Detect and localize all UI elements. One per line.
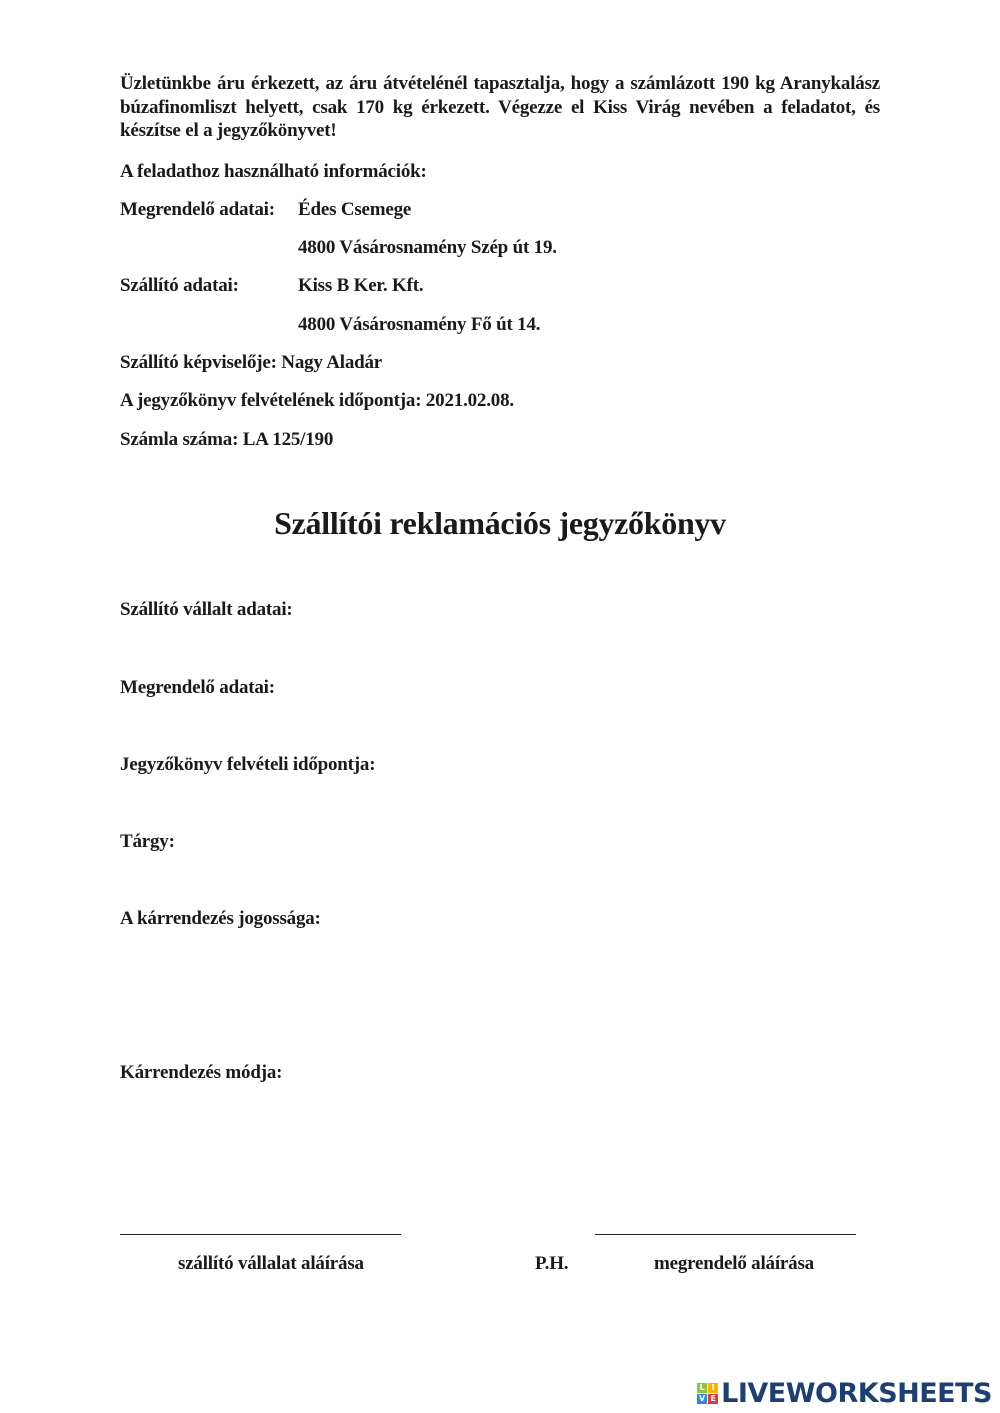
logo-cube: L	[697, 1383, 707, 1393]
logo-cubes-icon	[697, 1383, 718, 1404]
logo-cube: V	[699, 1394, 706, 1403]
task-description: Üzletünkbe áru érkezett, az áru átvételénél tapasztalja, hogy a számlázott 190 kg Aranykalász búzafinomliszt helyett, csak 170 kg érkezett. Végezze el Kiss Virág nevében a feladatot, és készítse el a jegyzőkönyvet!	[120, 73, 880, 142]
field-subject: Tárgy:	[120, 831, 175, 852]
invoice-number: Számla száma: LA 125/190	[120, 429, 334, 450]
logo-cube: E	[708, 1394, 718, 1404]
field-supplier: Szállító vállalt adatai:	[120, 599, 293, 620]
supplier-label: Szállító adatai:	[120, 275, 239, 296]
supplier-signature-label: szállító vállalat aláírása	[178, 1253, 364, 1274]
customer-signature-label: megrendelő aláírása	[654, 1253, 814, 1274]
customer-label: Megrendelő adatai:	[120, 199, 275, 220]
stamp-label: P.H.	[535, 1253, 569, 1274]
supplier-signature-line	[120, 1234, 401, 1235]
field-date: Jegyzőkönyv felvételi időpontja:	[120, 754, 376, 775]
form-title: Szállítói reklamációs jegyzőkönyv	[274, 505, 726, 541]
record-date: A jegyzőkönyv felvételének időpontja: 2021.02.08.	[120, 390, 514, 411]
supplier-address: 4800 Vásárosnamény Fő út 14.	[298, 314, 541, 335]
liveworksheets-logo	[697, 1378, 992, 1409]
customer-address: 4800 Vásárosnamény Szép út 19.	[298, 237, 557, 258]
logo-cube: I	[708, 1383, 718, 1393]
supplier-name: Kiss B Ker. Kft.	[298, 275, 424, 296]
field-claim-validity: A kárrendezés jogossága:	[120, 908, 321, 929]
customer-signature-line	[595, 1234, 856, 1235]
field-customer: Megrendelő adatai:	[120, 677, 275, 698]
supplier-rep: Szállító képviselője: Nagy Aladár	[120, 352, 383, 373]
logo-text: LIVEWORKSHEETS	[721, 1378, 992, 1409]
info-heading: A feladathoz használható információk:	[120, 161, 427, 182]
customer-name: Édes Csemege	[298, 199, 412, 220]
field-settlement-method: Kárrendezés módja:	[120, 1062, 283, 1083]
